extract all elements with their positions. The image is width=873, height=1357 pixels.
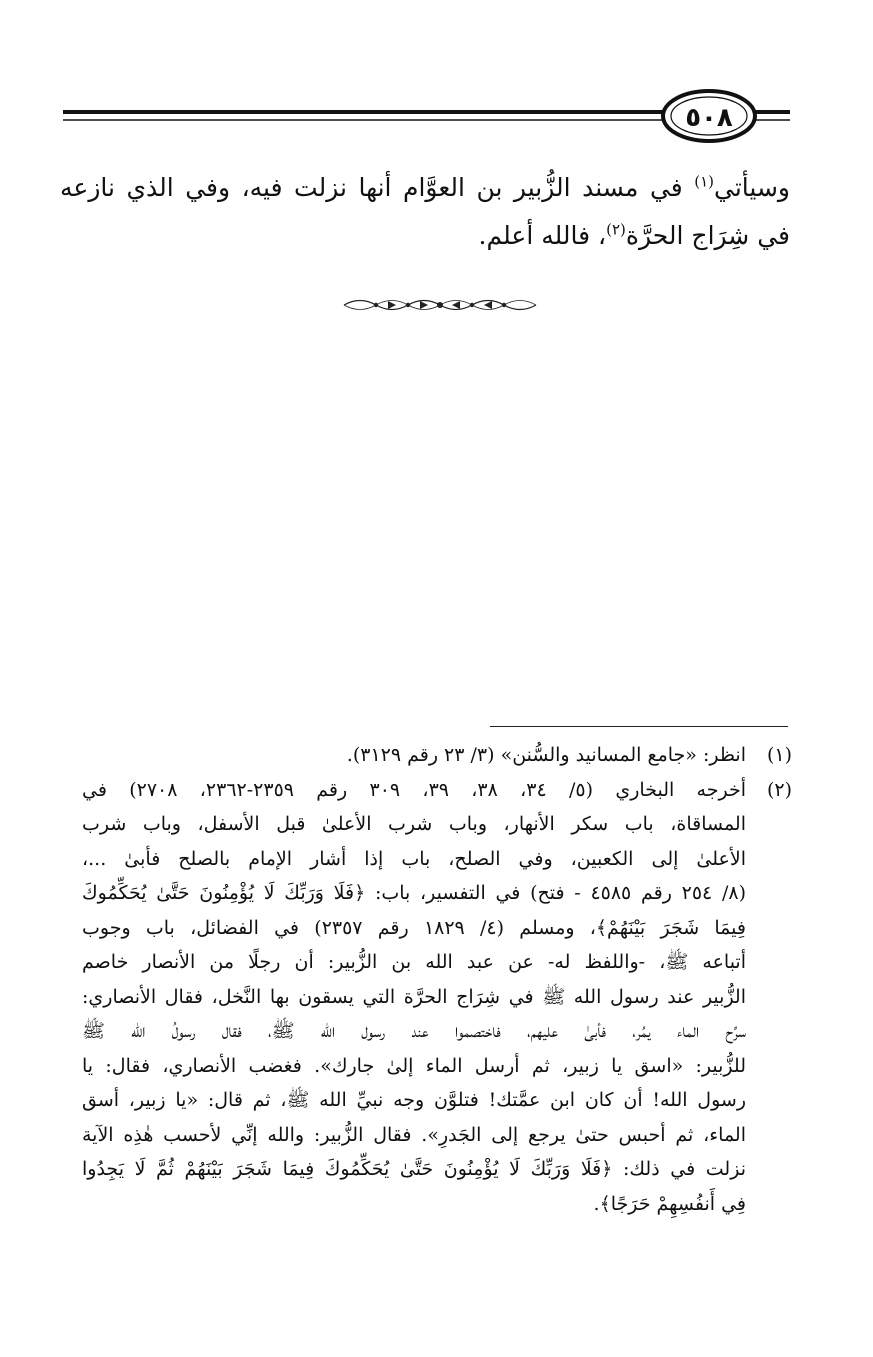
footnote-line: المساقاة، باب سكر الأنهار، وباب شرب الأعلىٰ قبل الأسفل، وباب شرب — [82, 813, 746, 835]
section-ornament — [340, 292, 540, 318]
main-paragraph — [60, 164, 790, 260]
footnote-line: فِيمَا شَجَرَ بَيْنَهُمْ﴾، ومسلم (٤/ ١٨٢٩ رقم ٢٣٥٧) في الفضائل، باب وجوب — [82, 916, 746, 939]
footnote-2 — [82, 773, 792, 1222]
footnote-line: فِي أَنفُسِهِمْ حَرَجًا﴾. — [593, 1192, 746, 1215]
footnote-line: الأعلىٰ إلى الكعبين، وفي الصلح، باب إذا أشار الإمام بالصلح فأبىٰ ...، — [82, 847, 746, 870]
footnote-line: (٨/ ٢٥٤ رقم ٤٥٨٥ - فتح) في التفسير، باب: ﴿فَلَا وَرَبِّكَ لَا يُؤْمِنُونَ حَتَّىٰ يُحَكِّمُوكَ — [82, 882, 746, 904]
footnote-line: نزلت في ذلك: ﴿فَلَا وَرَبِّكَ لَا يُؤْمِنُونَ حَتَّىٰ يُحَكِّمُوكَ فِيمَا شَجَرَ بَيْنَهُمْ ثُمَّ لَا يَجِدُوا — [82, 1158, 746, 1180]
footnotes — [82, 738, 792, 1221]
footnote-line: أتباعه ﷺ، -واللفظ له- عن عبد الله بن الزُّبير: أن رجلًا من الأنصار خاصم — [82, 951, 746, 973]
footnote-ref-1: (١) — [694, 172, 715, 191]
footnote-number: (١) — [766, 744, 792, 766]
footnote-separator — [490, 726, 788, 727]
main-text-part-1: وسيأتي — [714, 173, 790, 202]
footnote-line: الماء، ثم أحبس حتىٰ يرجع إلى الجَدرِ». فقال الزُّبير: والله إنِّي لأحسب هٰذِه الآية — [82, 1123, 746, 1146]
footnote-line: رسول الله! أن كان ابن عمَّتك! فتلوَّن وجه نبيِّ الله ﷺ، ثم قال: «يا زبير، أسق — [82, 1089, 746, 1111]
footnote-number: (٢) — [766, 778, 792, 801]
footnote-text: انظر: «جامع المسانيد والسُّنن» (٣/ ٢٣ رقم ٣١٢٩). — [346, 744, 746, 766]
page-number: ٥٠٨ — [685, 103, 733, 133]
footnote-line: أخرجه البخاري (٥/ ٣٤، ٣٨، ٣٩، ٣٠٩ رقم ٢٣٥٩-٢٣٦٢، ٢٧٠٨) في — [82, 778, 746, 801]
footnote-text — [82, 773, 746, 1222]
footnote-line: الزُّبير عند رسول الله ﷺ في شِرَاج الحرَّة التي يسقون بها النَّخل، فقال الأنصاري: — [82, 985, 746, 1008]
footnote-ref-2: (٢) — [606, 220, 626, 239]
main-text-part-3: ، فالله أعلم. — [478, 221, 607, 250]
footnote-line: للزُّبير: «اسق يا زبير، ثم أرسل الماء إلىٰ جارك». فغضب الأنصاري، فقال: يا — [82, 1054, 746, 1077]
footnote-line: سرِّح الماء يمُر، فأبىٰ عليهم، فاختصموا عند رسول الله ﷺ، فقال رسولُ الله ﷺ — [82, 1020, 746, 1042]
footnote-1 — [82, 738, 792, 773]
main-text-part-2: في مسند الزُّبير بن العوَّام أنها نزلت فيه، وفي الذي نازعه في شِرَاج الحرَّة — [60, 173, 790, 250]
